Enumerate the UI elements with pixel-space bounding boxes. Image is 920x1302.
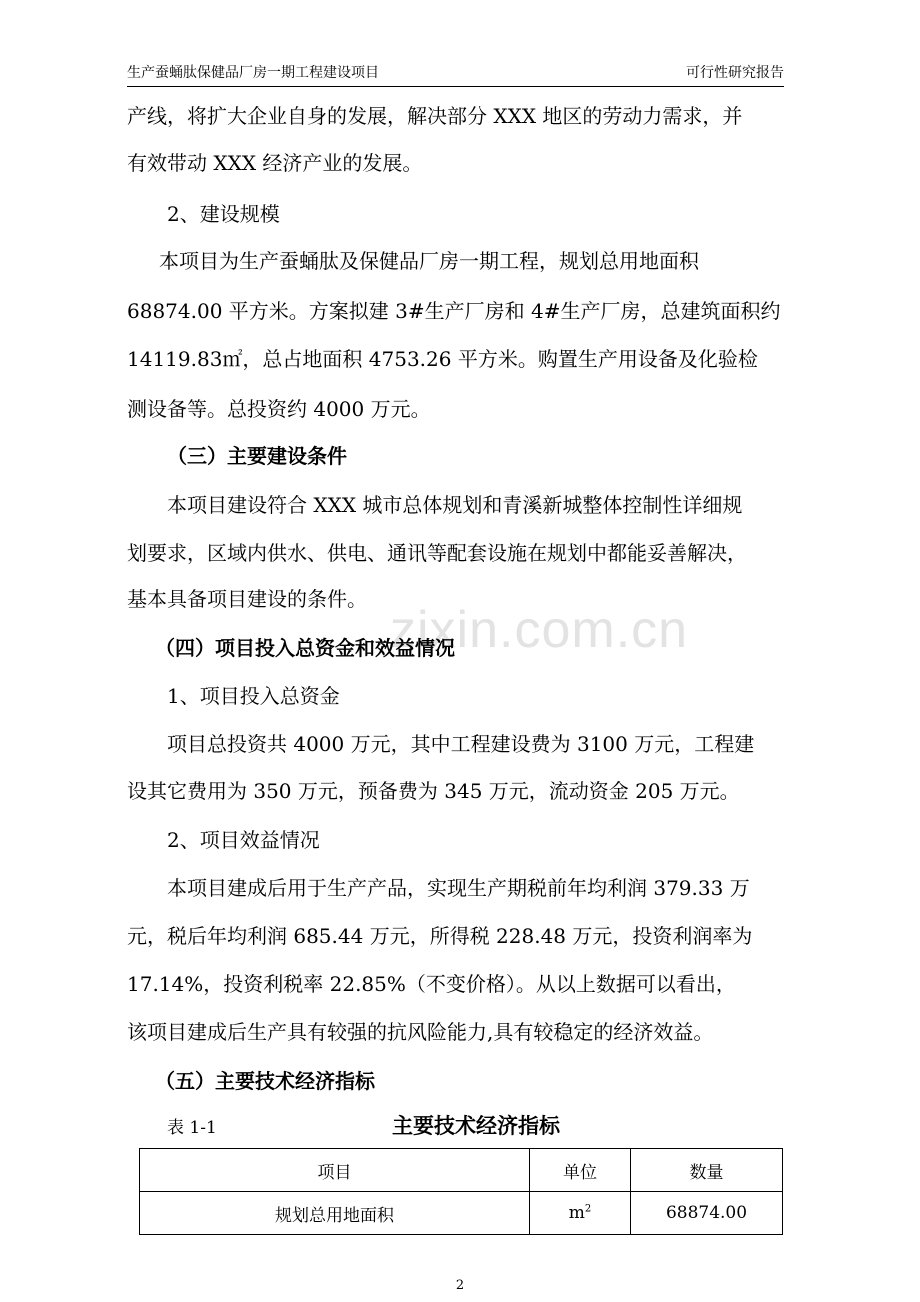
body-line: 本项目为生产蚕蛹肽及保健品厂房一期工程，规划总用地面积: [159, 249, 699, 273]
body-line: 元，税后年均利润 685.44 万元，所得税 228.48 万元，投资利润率为: [127, 924, 753, 948]
body-line: 本项目建成后用于生产产品，实现生产期税前年均利润 379.33 万: [167, 876, 750, 900]
watermark: zixin.com.cn: [390, 601, 689, 659]
table-cell-value: 68874.00: [631, 1192, 783, 1235]
body-line: 测设备等。总投资约 4000 万元。: [127, 397, 431, 421]
indicators-table: [139, 1148, 783, 1235]
column-header: 单位: [530, 1149, 631, 1192]
subsection-heading: 2、项目效益情况: [167, 828, 320, 852]
section-heading: （三）主要建设条件: [167, 444, 347, 468]
table-cell-item: 规划总用地面积: [140, 1192, 530, 1235]
body-line: 68874.00 平方米。方案拟建 3#生产厂房和 4#生产厂房，总建筑面积约: [127, 299, 781, 323]
table-title: 主要技术经济指标: [392, 1114, 560, 1138]
body-line: 设其它费用为 350 万元，预备费为 345 万元，流动资金 205 万元。: [127, 779, 740, 803]
column-header: 项目: [140, 1149, 530, 1192]
unit-superscript: 2: [584, 1203, 592, 1215]
body-line: 划要求，区域内供水、供电、通讯等配套设施在规划中都能妥善解决，: [127, 541, 747, 565]
body-line: 17.14%，投资利税率 22.85%（不变价格）。从以上数据可以看出，: [127, 972, 736, 996]
table-cell-unit: [530, 1192, 631, 1235]
header-project-title: 生产蚕蛹肽保健品厂房一期工程建设项目: [127, 65, 379, 81]
page-number: 2: [455, 1278, 465, 1293]
body-line: 该项目建成后生产具有较强的抗风险能力,具有较稳定的经济效益。: [127, 1020, 714, 1044]
column-header: 数量: [631, 1149, 783, 1192]
page-header: [127, 60, 784, 87]
body-line: 项目总投资共 4000 万元，其中工程建设费为 3100 万元，工程建: [167, 732, 755, 756]
table-header-row: [140, 1149, 783, 1192]
table-label: 表 1-1: [167, 1118, 217, 1138]
body-line: 产线，将扩大企业自身的发展，解决部分 XXX 地区的劳动力需求，并: [127, 104, 743, 128]
section-heading: （五）主要技术经济指标: [155, 1069, 375, 1093]
section-heading: （四）项目投入总资金和效益情况: [155, 636, 455, 660]
subsection-heading: 2、建设规模: [167, 202, 280, 226]
body-line: 本项目建设符合 XXX 城市总体规划和青溪新城整体控制性详细规: [167, 493, 743, 517]
table-row: [140, 1192, 783, 1235]
unit-base: m: [568, 1203, 585, 1223]
body-line: 有效带动 XXX 经济产业的发展。: [127, 151, 423, 175]
body-line: 14119.83㎡，总占地面积 4753.26 平方米。购置生产用设备及化验检: [127, 347, 758, 371]
subsection-heading: 1、项目投入总资金: [167, 684, 340, 708]
body-line: 基本具备项目建设的条件。: [127, 587, 367, 611]
header-report-type: 可行性研究报告: [686, 65, 784, 81]
